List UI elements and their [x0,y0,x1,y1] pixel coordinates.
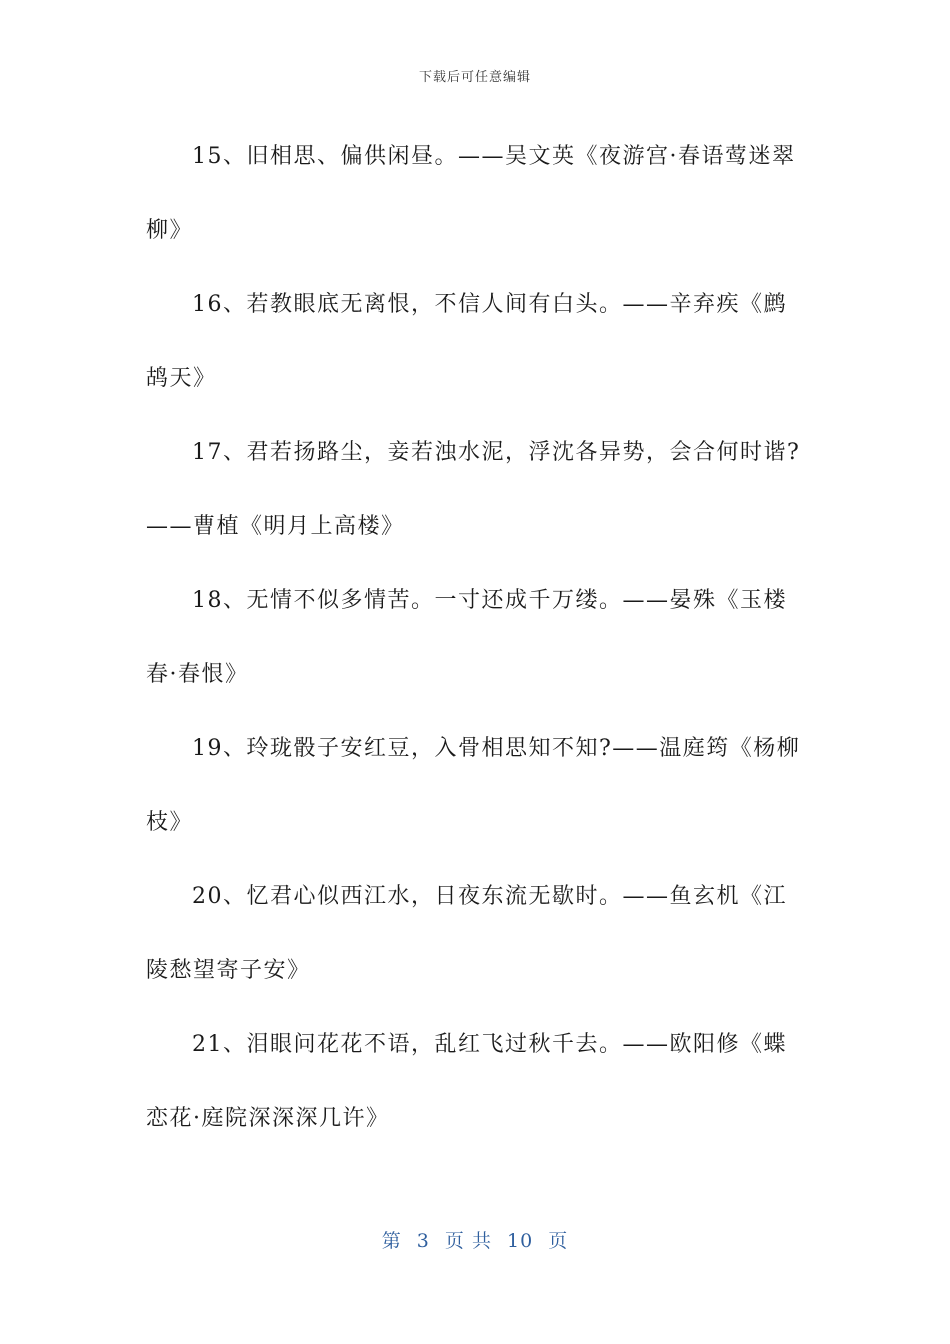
page-header-note: 下载后可任意编辑 [418,70,531,85]
quote-entry-15: 15、旧相思、偏供闲昼。——吴文英《夜游宫·春语莺迷翠柳》 [146,144,796,243]
quote-entry-17: 17、君若扬路尘，妾若浊水泥，浮沈各异势，会合何时谐?——曹植《明月上高楼》 [146,440,801,539]
footer-suffix: 页 [548,1230,569,1252]
quote-entry-21: 21、泪眼问花花不语，乱红飞过秋千去。——欧阳修《蝶恋花·庭院深深深几许》 [146,1032,787,1131]
footer-middle: 页 共 [444,1230,492,1252]
quote-entry-18: 18、无情不似多情苦。一寸还成千万缕。——晏殊《玉楼春·春恨》 [146,588,787,687]
document-body [146,120,806,1156]
footer-total-pages: 10 [507,1230,534,1252]
footer-prefix: 第 [381,1230,402,1252]
quote-entry-16: 16、若教眼底无离恨，不信人间有白头。——辛弃疾《鹧鸪天》 [146,292,787,391]
quote-entry-19: 19、玲珑骰子安红豆，入骨相思知不知?——温庭筠《杨柳枝》 [146,736,801,835]
page-number-footer [0,1226,950,1253]
footer-current-page: 3 [416,1230,430,1252]
quote-entry-20: 20、忆君心似西江水，日夜东流无歇时。——鱼玄机《江陵愁望寄子安》 [146,884,787,983]
